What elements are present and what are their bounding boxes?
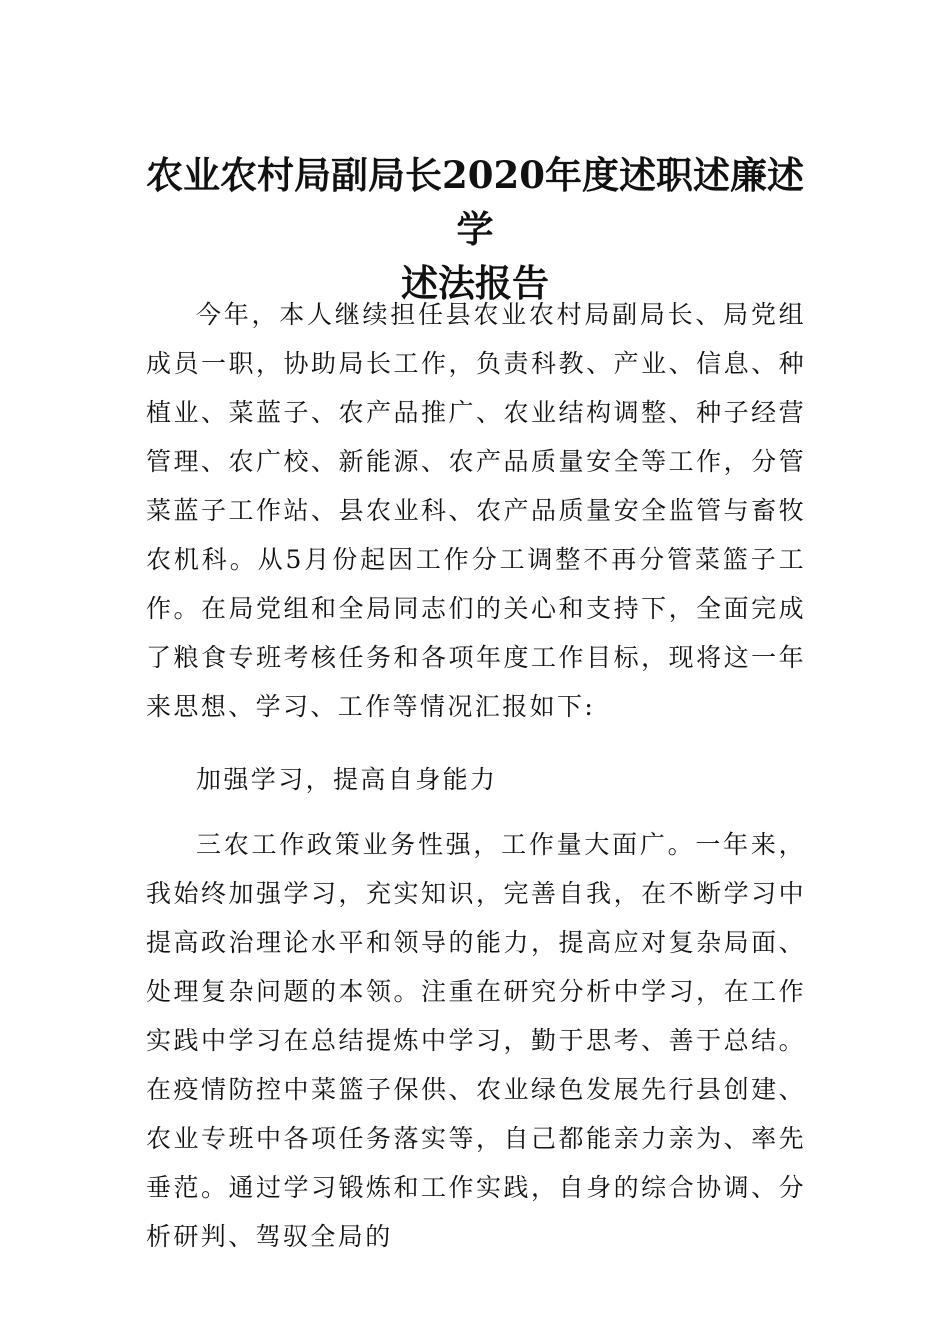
document-title (140, 148, 810, 310)
title-line-1: 农业农村局副局长2020年度述职述廉述学 (146, 153, 804, 251)
section-heading: 加强学习，提高自身能力 (196, 765, 498, 794)
paragraph-study: 三农工作政策业务性强，工作量大面广。一年来，我始终加强学习，充实知识，完善自我，在不断学习中提高政治理论水平和领导的能力，提高应对复杂局面、处理复杂问题的本领。注重在研究分析中学习，在工作实践中学习在总结提炼中学习，勤于思考、善于总结。在疫情防控中菜篮子保供、农业绿色发展先行县创建、农业专班中各项任务落实等，自己都能亲力亲为、率先垂范。通过学习锻炼和工作实践，自身的综合协调、分析研判、驾驭全局的 (146, 830, 806, 1251)
paragraph-intro: 今年，本人继续担任县农业农村局副局长、局党组成员一职，协助局长工作，负责科教、产业、信息、种植业、菜蓝子、农产品推广、农业结构调整、种子经营管理、农广校、新能源、农产品质量安全等工作，分管菜蓝子工作站、县农业科、农产品质量安全监管与畜牧农机科。从5月份起因工作分工调整不再分管菜篮子工作。在局党组和全局同志们的关心和支持下，全面完成了粮食专班考核任务和各项年度工作目标，现将这一年来思想、学习、工作等情况汇报如下: (146, 300, 806, 721)
title-line-2: 述法报告 (401, 261, 549, 305)
